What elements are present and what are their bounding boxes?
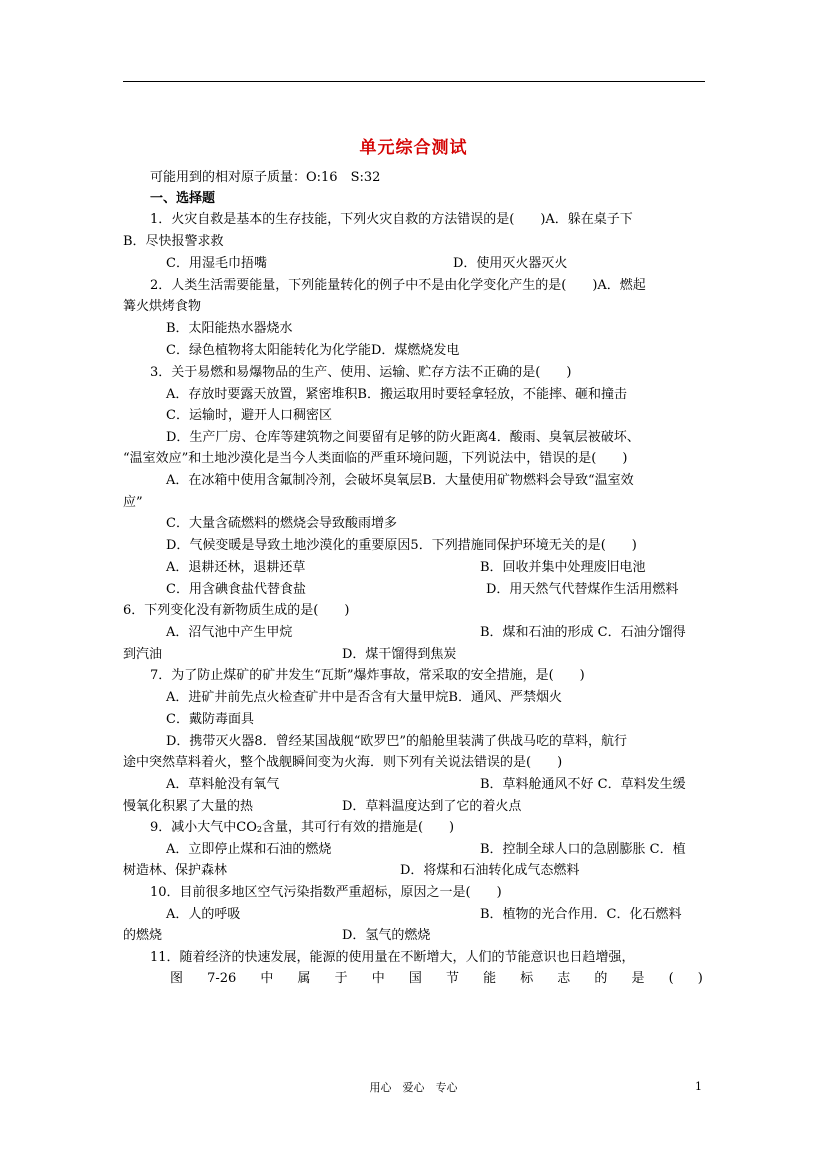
question-11-stem-cont [170, 971, 703, 987]
question-11-word: 是 [631, 971, 645, 986]
question-4-option-c: C．大量含硫燃料的燃烧会导致酸雨增多 [166, 516, 397, 531]
question-10-stem: 10．目前很多地区空气污染指数严重超标，原因之一是( ) [150, 885, 502, 900]
question-10-option-a: A．人的呼吸 [166, 907, 241, 922]
question-1-stem: 1．火灾自救是基本的生存技能，下列火灾自救的方法错误的是( )A．躲在桌子下 [150, 212, 633, 227]
question-11-word: 标 [520, 971, 534, 986]
question-5-option-c: C．用含碘食盐代替食盐 [166, 582, 306, 597]
question-3-option-d: D．生产厂房、仓库等建筑物之间要留有足够的防火距离4．酸雨、臭氧层被破坏、 [166, 430, 640, 445]
question-5-option-d: D．用天然气代替煤作生活用燃料 [486, 582, 679, 597]
question-8-option-d: D．草料温度达到了它的着火点 [342, 799, 522, 814]
question-10-option-c-cont: 的燃烧 [123, 928, 163, 943]
question-11-word: 节 [445, 971, 459, 986]
question-9-option-bc: B．控制全球人口的急剧膨胀 C．植 [480, 842, 686, 857]
question-2-option-cd: C．绿色植物将太阳能转化为化学能D．煤燃烧发电 [166, 343, 460, 358]
question-11-word: 国 [408, 971, 422, 986]
question-11-stem: 11．随着经济的快速发展，能源的使用量在不断增大，人们的节能意识也日趋增强， [150, 950, 635, 965]
question-6-stem: 6．下列变化没有新物质生成的是( ) [123, 603, 350, 618]
page-title: 单元综合测试 [359, 138, 468, 158]
question-1-option-c: C．用湿毛巾捂嘴 [166, 256, 267, 271]
question-3-option-c: C．运输时，避开人口稠密区 [166, 408, 332, 423]
question-4-option-d: D．气候变暖是导致土地沙漠化的重要原因5．下列措施同保护环境无关的是( ) [166, 538, 637, 553]
question-11-word: 7-26 [207, 971, 237, 986]
question-3-stem: 3．关于易燃和易爆物品的生产、使用、运输、贮存方法不正确的是( ) [150, 365, 572, 380]
question-11-word: ) [697, 971, 703, 986]
question-8-option-a: A．草料舱没有氧气 [166, 777, 280, 792]
question-9-option-d: D．将煤和石油转化成气态燃料 [400, 863, 580, 878]
question-11-word: 能 [483, 971, 497, 986]
question-3-option-ab: A．存放时要露天放置，紧密堆积B．搬运取用时要轻拿轻放，不能摔、砸和撞击 [166, 387, 627, 402]
page-number: 1 [695, 1080, 702, 1093]
question-11-word: 属 [297, 971, 311, 986]
question-4-stem: “温室效应”和土地沙漠化是当今人类面临的严重环境问题，下列说法中，错误的是( ) [123, 451, 628, 466]
question-7-option-c: C．戴防毒面具 [166, 712, 254, 727]
question-7-option-ab: A．进矿井前先点火检查矿井中是否含有大量甲烷B．通风、严禁烟火 [166, 690, 562, 705]
page-footer: 用心 爱心 专心 [369, 1081, 458, 1094]
question-7-stem: 7．为了防止煤矿的矿井发生“瓦斯”爆炸事故，常采取的安全措施，是( ) [150, 668, 585, 683]
atomic-mass-note: 可能用到的相对原子质量：O:16 S:32 [150, 170, 381, 185]
question-5-option-a: A．退耕还林，退耕还草 [166, 560, 306, 575]
question-11-word: 的 [594, 971, 608, 986]
question-4-option-b-cont: 应” [123, 495, 143, 510]
question-8-option-c-cont: 慢氧化积累了大量的热 [123, 799, 254, 814]
question-8-stem: 途中突然草料着火，整个战舰瞬间变为火海．则下列有关说法错误的是( ) [123, 755, 563, 770]
header-rule [123, 81, 705, 82]
question-9-option-a: A．立即停止煤和石油的燃烧 [166, 842, 332, 857]
question-10-option-bc: B．植物的光合作用．C．化石燃料 [480, 907, 682, 922]
question-1-option-d: D．使用灭火器灭火 [453, 256, 568, 271]
question-10-option-d: D．氢气的燃烧 [342, 928, 431, 943]
question-11-word: 于 [334, 971, 348, 986]
question-11-word: ( [668, 971, 674, 986]
question-2-option-a-cont: 篝火烘烤食物 [123, 299, 202, 314]
question-6-option-c-cont: 到汽油 [123, 647, 163, 662]
question-9-option-c-cont: 树造林、保护森林 [123, 863, 228, 878]
question-11-word: 中 [371, 971, 385, 986]
question-5-option-b: B．回收并集中处理废旧电池 [480, 560, 646, 575]
question-6-option-d: D．煤干馏得到焦炭 [342, 647, 457, 662]
question-2-option-b: B．太阳能热水器烧水 [166, 321, 293, 336]
section-heading: 一、选择题 [150, 191, 216, 206]
question-7-option-d: D．携带灭火器8．曾经某国战舰“欧罗巴”的船舱里装满了供战马吃的草料，航行 [166, 734, 627, 749]
question-6-option-bc: B．煤和石油的形成 C．石油分馏得 [480, 625, 686, 640]
question-11-word: 图 [170, 971, 184, 986]
question-1-option-b: B．尽快报警求救 [123, 234, 224, 249]
question-9-stem: 9．减小大气中$CO_2$含量，其可行有效的措施是( ) [150, 820, 455, 835]
question-6-option-a: A．沼气池中产生甲烷 [166, 625, 293, 640]
question-11-word: 中 [260, 971, 274, 986]
question-8-option-bc: B．草料舱通风不好 C．草料发生缓 [480, 777, 686, 792]
question-2-stem: 2．人类生活需要能量，下列能量转化的例子中不是由化学变化产生的是( )A．燃起 [150, 278, 646, 293]
question-11-word: 志 [557, 971, 571, 986]
question-4-option-ab: A．在冰箱中使用含氟制冷剂，会破坏臭氧层B．大量使用矿物燃料会导致“温室效 [166, 473, 634, 488]
